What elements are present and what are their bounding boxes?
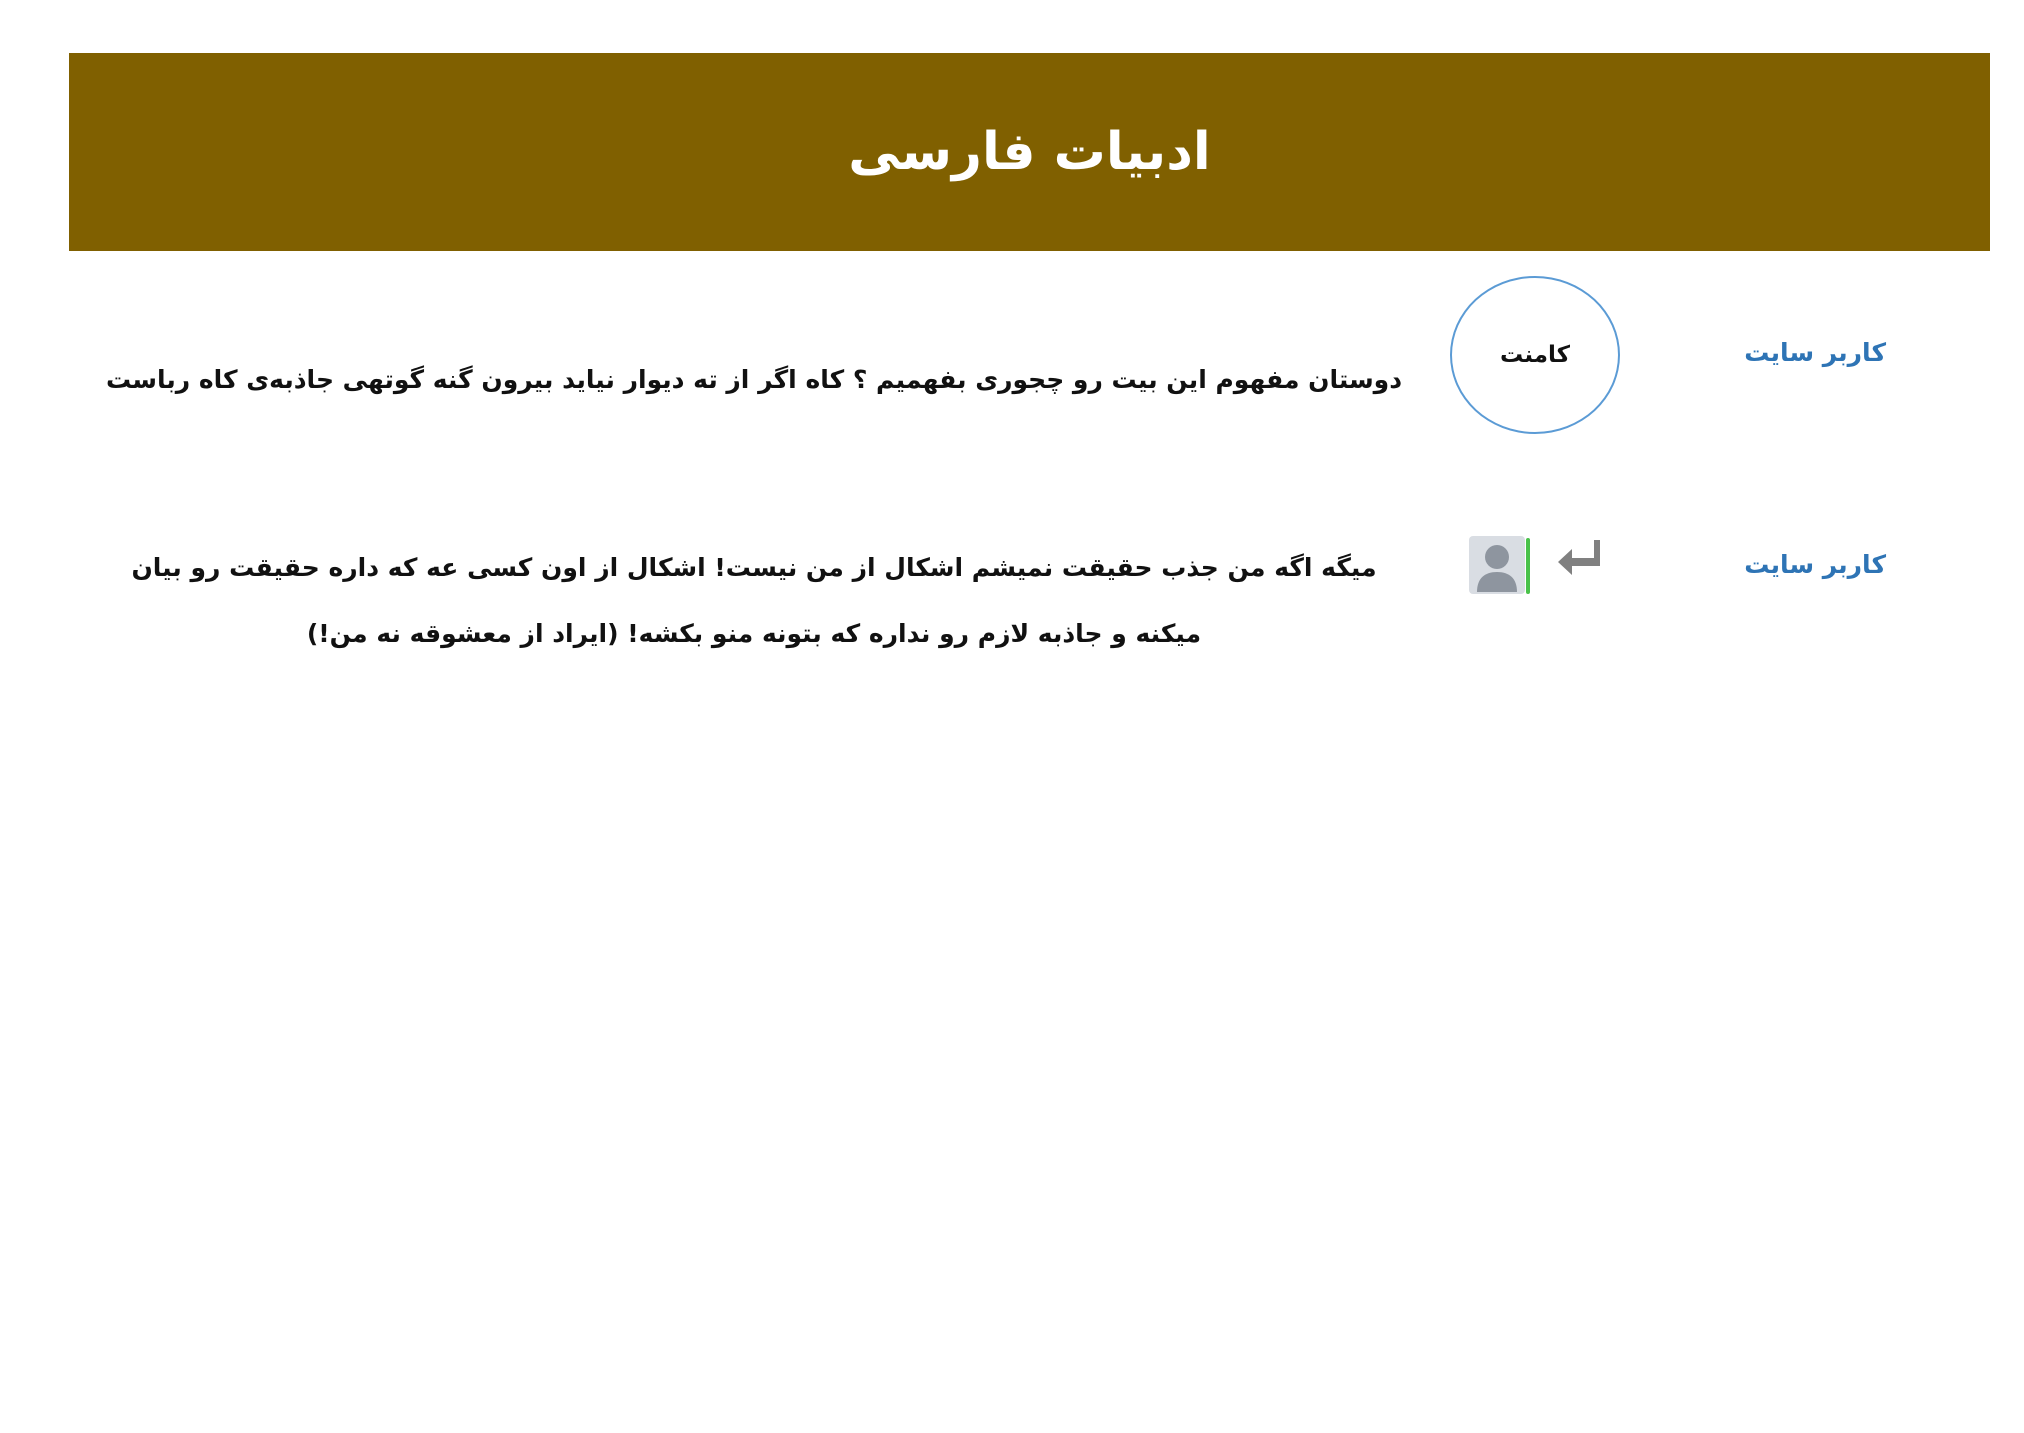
user-link[interactable]: کاربر سایت (1744, 338, 1886, 367)
page-title: ادبیات فارسی (848, 122, 1211, 182)
reply-icon[interactable] (1556, 536, 1606, 580)
avatar-icon (1467, 534, 1533, 598)
post-row (69, 276, 1990, 434)
comment-button[interactable]: کامنت (1450, 276, 1620, 434)
reply-text: میگه اگه من جذب حقیقت نمیشم اشکال از من نیست! اشکال از اون کسی عه که داره حقیقت رو بیان میکنه و جاذبه لازم رو نداره که بتونه منو بکشه! (ایراد از معشوقه نه من!) (131, 553, 1377, 648)
page-header (69, 53, 1990, 251)
reply-row (69, 490, 1990, 648)
post-text: دوستان مفهوم این بیت رو چجوری بفهمیم ؟ کاه اگر از ته دیوار نیاید بیرون گنه گوتهی جاذبه‌ی کاه رباست (105, 365, 1403, 394)
user-link[interactable]: کاربر سایت (1744, 550, 1886, 579)
